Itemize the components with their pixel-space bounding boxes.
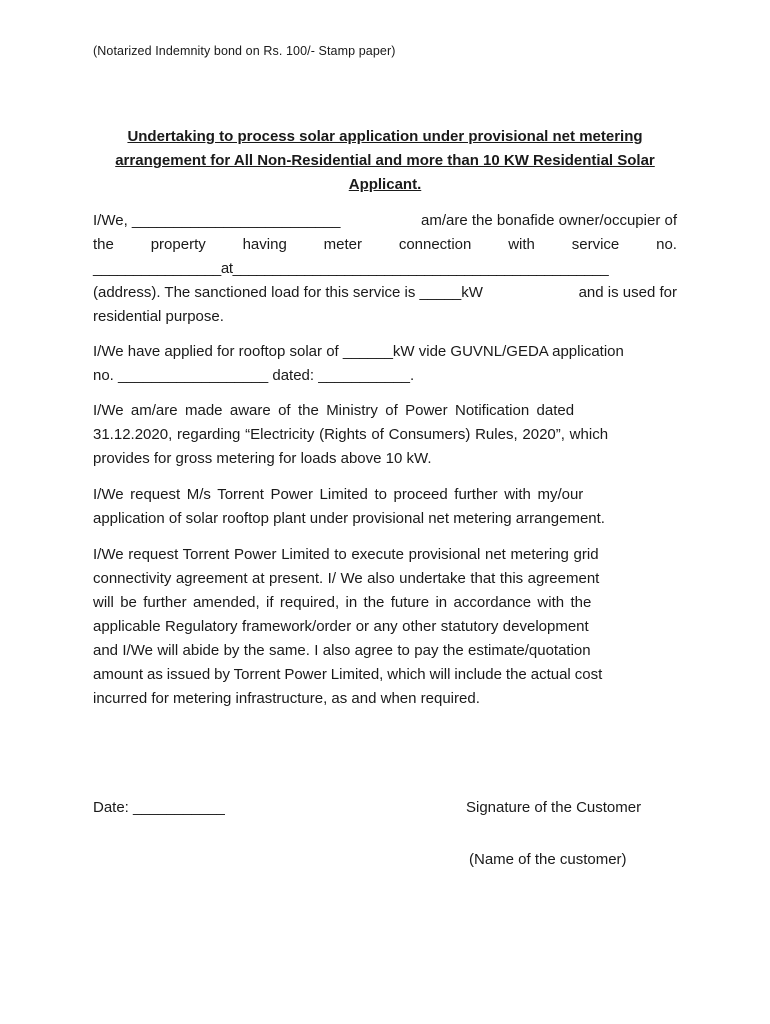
word: having: [242, 236, 287, 253]
customer-name-label: (Name of the customer): [469, 851, 627, 868]
usage-text: and is used for: [578, 284, 677, 301]
word: with: [508, 236, 535, 253]
word: service: [571, 236, 620, 253]
paragraph-line: [93, 233, 677, 257]
paragraph-owner-details: [93, 209, 677, 329]
owner-name-blank: I/We, _________________________: [93, 212, 341, 229]
paragraph-line: [93, 281, 677, 305]
service-address-blank: ________________at_______________________________________________: [93, 260, 609, 277]
word: the: [93, 236, 114, 253]
paragraph-line: 31.12.2020, regarding “Electricity (Rights of Consumers) Rules, 2020”, which: [93, 426, 609, 443]
paragraph-agreement: [93, 543, 677, 711]
paragraph-line: applicable Regulatory framework/order or any other statutory development: [93, 618, 589, 635]
paragraph-line: application of solar rooftop plant under provisional net metering arrangement.: [93, 510, 605, 527]
title-line-1: Undertaking to process solar application under provisional net metering: [127, 128, 643, 145]
paragraph-line: no. __________________ dated: ___________.: [93, 367, 415, 384]
title-line-3: Applicant.: [348, 176, 422, 193]
paragraph-line: residential purpose.: [93, 308, 224, 325]
sanctioned-load-text: (address). The sanctioned load for this service is _____kW: [93, 284, 483, 301]
customer-signature-label: Signature of the Customer: [466, 799, 642, 816]
paragraph-line: will be further amended, if required, in the future in accordance with the: [93, 594, 592, 611]
stamp-paper-note: (Notarized Indemnity bond on Rs. 100/- Stamp paper): [93, 44, 396, 58]
paragraph-line: connectivity agreement at present. I/ We also undertake that this agreement: [93, 570, 600, 587]
word: no.: [656, 236, 677, 253]
paragraph-request-proceed: [93, 483, 677, 531]
paragraph-line: I/We am/are made aware of the Ministry of Power Notification dated: [93, 402, 575, 419]
paragraph-line: incurred for metering infrastructure, as and when required.: [93, 690, 480, 707]
paragraph-line: amount as issued by Torrent Power Limited, which will include the actual cost: [93, 666, 603, 683]
date-field: Date: ___________: [93, 799, 225, 816]
paragraph-line: and I/We will abide by the same. I also agree to pay the estimate/quotation: [93, 642, 591, 659]
owner-occupier-text: am/are the bonafide owner/occupier of: [421, 212, 677, 229]
paragraph-line: I/We have applied for rooftop solar of ______kW vide GUVNL/GEDA application: [93, 343, 624, 360]
paragraph-line: [93, 209, 677, 233]
paragraph-line: I/We request Torrent Power Limited to execute provisional net metering grid: [93, 546, 599, 563]
word: connection: [398, 236, 472, 253]
paragraph-application: [93, 340, 677, 388]
paragraph-line: I/We request M/s Torrent Power Limited to proceed further with my/our: [93, 486, 584, 503]
word: property: [150, 236, 206, 253]
paragraph-ministry-notification: [93, 399, 677, 471]
paragraph-line: provides for gross metering for loads above 10 kW.: [93, 450, 432, 467]
document-title: [93, 125, 677, 197]
word: meter: [323, 236, 362, 253]
title-line-2: arrangement for All Non-Residential and more than 10 KW Residential Solar: [115, 152, 655, 169]
